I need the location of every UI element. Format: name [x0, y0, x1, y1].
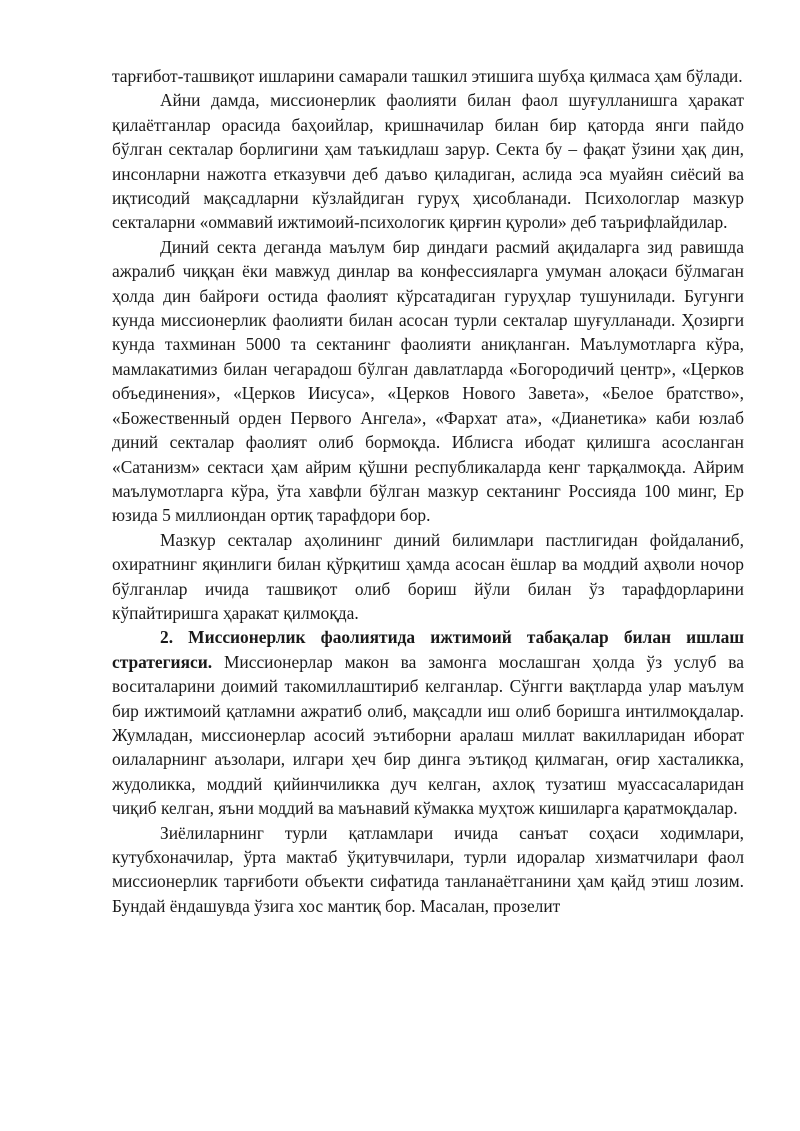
- paragraph-missionary-sects: Айни дамда, миссионерлик фаолияти билан фаол шуғулланишга ҳаракат қилаётганлар орасида баҳоийлар, кришначилар билан бир қаторда янги пайдо бўлган секталар борлигини ҳам таъкидлаш зарур. Секта бу – фақат ўзини ҳақ дин, инсонларни нажотга етказувчи деб даъво қиладиган, аслида эса муайян сиёсий ва иқтисодий мақсадларни кўзлайдиган гуруҳ ҳисобланади. Психологлар мазкур секталарни «оммавий ижтимоий-психологик қирғин қуроли» деб таърифлайдилар.: [112, 90, 744, 233]
- paragraph-intelligentsia: Зиёлиларнинг турли қатламлари ичида санъат соҳаси ходимлари, кутубхоначилар, ўрта мактаб ўқитувчилари, турли идоралар хизматчилари фаол миссионерлик тарғиботи объекти сифатида танланаётганини ҳам қайд этиш лозим. Бундай ёндашувда ўзига хос мантиқ бор. Масалан, прозелит: [112, 822, 744, 916]
- paragraph-continuation: тарғибот-ташвиқот ишларини самарали ташкил этишига шубҳа қилмаса ҳам бўлади.: [112, 66, 743, 86]
- document-page: [112, 64, 744, 918]
- section-heading: 2. Миссионерлик фаолиятида ижтимоий табақалар билан ишлаш стратегияси.: [112, 627, 744, 672]
- paragraph-religious-sect-definition: Диний секта деганда маълум бир диндаги расмий ақидаларга зид равишда ажралиб чиққан ёки мавжуд динлар ва конфессияларга умуман алоқаси бўлмаган ҳолда дин байроғи остида фаолият кўрсатадиган гуруҳлар тушунилади. Бугунги кунда миссионерлик фаолияти билан асосан турли секталар шуғулланади. Ҳозирги кунда тахминан 5000 та сектанинг фаолияти аниқланган. Маълумотларга кўра, мамлакатимиз билан чегарадош бўлган давлатларда «Богородичий центр», «Церков объединения», «Церков Иисуса», «Церков Нового Завета», «Белое братство», «Божественный орден Первого Ангела», «Фархат ата», «Дианетика» каби юзлаб диний секталар фаолият олиб бормоқда. Иблисга ибодат қилишга асосланган «Сатанизм» сектаси ҳам айрим қўшни республикаларда кенг тарқалмоқда. Айрим маълумотларга кўра, ўта хавфли бўлган мазкур сектанинг Россияда 100 минг, Ер юзида 5 миллиондан ортиқ тарафдори бор.: [112, 236, 744, 526]
- paragraph-section-2: [112, 625, 744, 820]
- section-body: Миссионерлар макон ва замонга мослашган ҳолда ўз услуб ва воситаларини доимий такомиллаштириб келганлар. Сўнгги вақтларда улар маълум бир ижтимоий қатламни ажратиб олиб, мақсадли иш олиб боришга интилмоқдалар. Жумладан, миссионерлар асосий эътиборни аралаш миллат вакилларидан иборат оилаларнинг аъзолари, илгари ҳеч бир динга эътиқод қилмаган, оғир хасталикка, жудоликка, моддий қийинчиликка дуч келган, ахлоқ тузатиш муассасаларидан чиқиб келган, яъни моддий ва маънавий кўмакка муҳтож кишиларга қаратмоқдалар.: [112, 651, 744, 819]
- paragraph-sect-tactics: Мазкур секталар аҳолининг диний билимлари пастлигидан фойдаланиб, охиратнинг яқинлиги билан қўрқитиш ҳамда асосан ёшлар ва моддий аҳволи ночор бўлганлар ичида ташвиқот олиб бориш йўли билан ўз тарафдорларини кўпайтиришга ҳаракат қилмоқда.: [112, 529, 744, 623]
